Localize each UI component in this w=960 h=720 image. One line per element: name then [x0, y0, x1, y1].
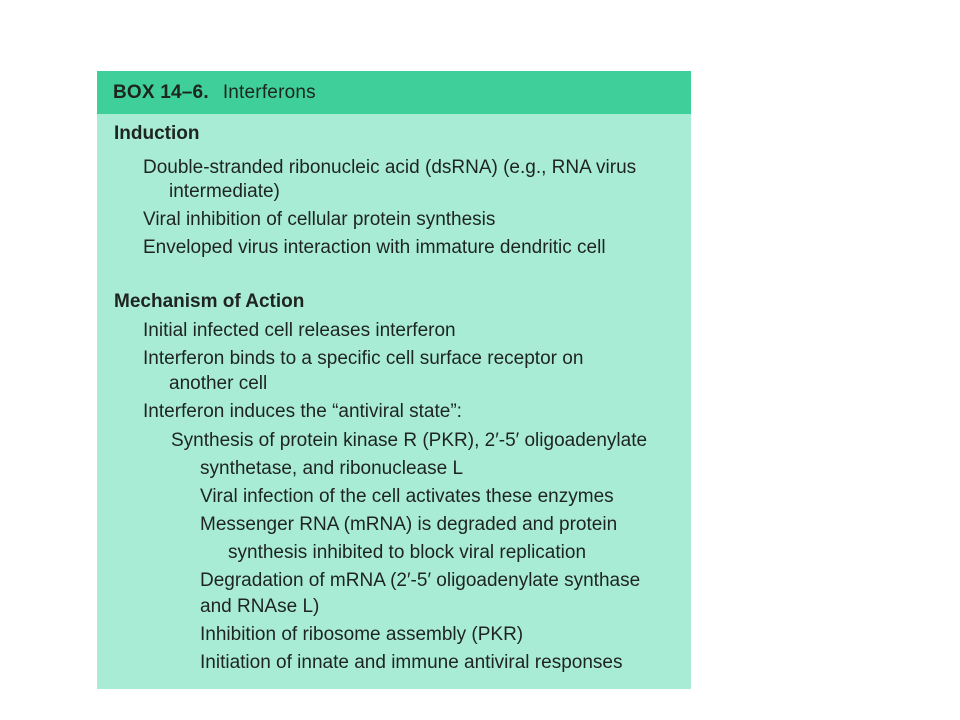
- induction-heading: Induction: [114, 123, 200, 144]
- mechanism-subitem-3: Messenger RNA (mRNA) is degraded and protein: [200, 514, 618, 535]
- induction-item-3: Enveloped virus interaction with immature dendritic cell: [143, 237, 606, 258]
- mechanism-heading: Mechanism of Action: [114, 291, 305, 312]
- mechanism-subitem-2: Viral infection of the cell activates these enzymes: [200, 486, 614, 507]
- mechanism-subitem-5: Inhibition of ribosome assembly (PKR): [200, 624, 524, 645]
- mechanism-subitem-1-cont: synthetase, and ribonuclease L: [200, 458, 464, 479]
- mechanism-subitem-4: Degradation of mRNA (2′-5′ oligoadenylate synthase: [200, 570, 641, 591]
- induction-item-1: Double-stranded ribonucleic acid (dsRNA) (e.g., RNA virus: [143, 157, 637, 178]
- mechanism-subitem-3-cont: synthesis inhibited to block viral replication: [228, 542, 587, 563]
- induction-item-2: Viral inhibition of cellular protein synthesis: [143, 209, 496, 230]
- mechanism-item-1: Initial infected cell releases interferon: [143, 320, 456, 341]
- box-title: Interferons: [222, 81, 316, 103]
- mechanism-subitem-1: Synthesis of protein kinase R (PKR), 2′-5′ oligoadenylate: [171, 430, 648, 451]
- mechanism-item-3: Interferon induces the “antiviral state”:: [143, 401, 462, 422]
- box-header: [97, 71, 691, 114]
- mechanism-subitem-4-cont: and RNAse L): [200, 596, 320, 617]
- mechanism-item-2: Interferon binds to a specific cell surface receptor on: [143, 348, 584, 369]
- interferons-box: [97, 71, 691, 689]
- induction-item-1-cont: intermediate): [169, 181, 280, 202]
- mechanism-subitem-6: Initiation of innate and immune antiviral responses: [200, 652, 623, 673]
- box-label: BOX 14–6.: [113, 81, 209, 103]
- mechanism-item-2-cont: another cell: [169, 373, 268, 394]
